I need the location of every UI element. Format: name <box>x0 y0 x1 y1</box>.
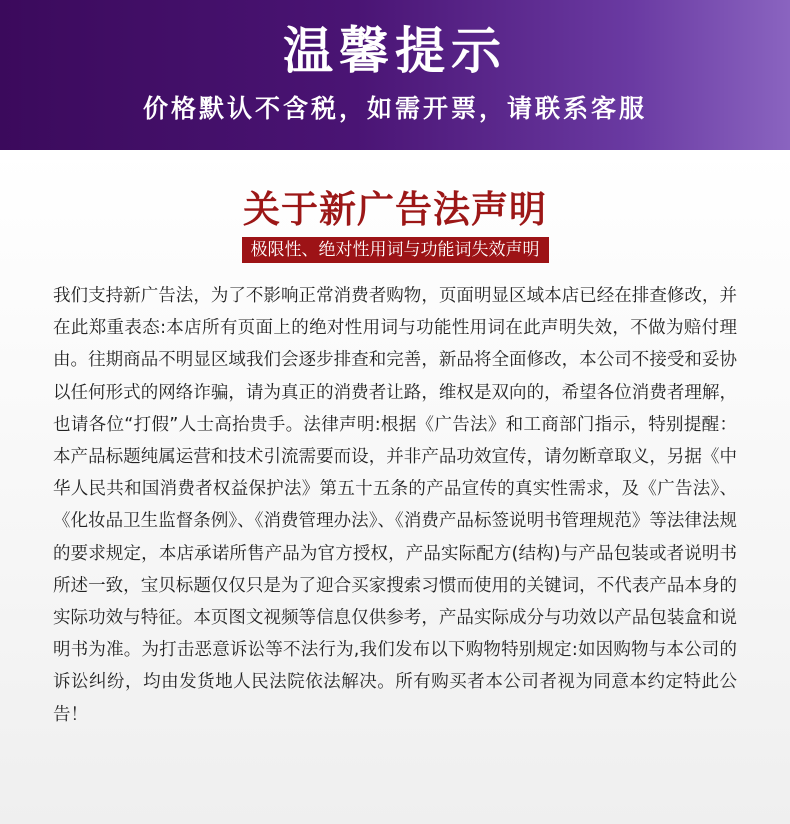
statement-title: 关于新广告法声明 <box>243 187 547 231</box>
tax-invoice-notice: 价格默认不含税，如需开票，请联系客服 <box>142 94 647 123</box>
statement-badge: 极限性、绝对性用词与功能词失效声明 <box>242 237 549 263</box>
ad-law-statement-section <box>0 150 790 824</box>
statement-badge-row <box>0 237 790 263</box>
statement-body-text: 我们支持新广告法，为了不影响正常消费者购物，页面明显区域本店已经在排查修改，并在此郑重表态:本店所有页面上的绝对性用词与功能性用词在此声明失效，不做为赔付理由。往期商品不明显区域我们会逐步排查和完善，新品将全面修改，本公司不接受和妥协以任何形式的网络诈骗，请为真正的消费者让路，维权是双向的，希望各位消费者理解，也请各位“打假”人士高抬贵手。法律声明:根据《广告法》和工商部门指示，特别提醒：本产品标题纯属运营和技术引流需要而设，并非产品功效宣传，请勿断章取义，另据《中华人民共和国消费者权益保护法》第五十五条的产品宣传的真实性需求，及《广告法》、《化妆品卫生监督条例》、《消费管理办法》、《消费产品标签说明书管理规范》等法律法规的要求规定，本店承诺所售产品为官方授权，产品实际配方(结构)与产品包装或者说明书所述一致，宝贝标题仅仅只是为了迎合买家搜索习惯而使用的关键词，不代表产品本身的实际功效与特征。本页图文视频等信息仅供参考，产品实际成分与功效以产品包装盒和说明书为准。为打击恶意诉讼等不法行为,我们发布以下购物特别规定:如因购物与本公司的诉讼纠纷，均由发货地人民法院依法解决。所有购买者本公司者视为同意本约定特此公告！ <box>53 286 737 725</box>
notice-title: 温馨提示 <box>283 22 507 80</box>
notice-header <box>0 0 790 150</box>
